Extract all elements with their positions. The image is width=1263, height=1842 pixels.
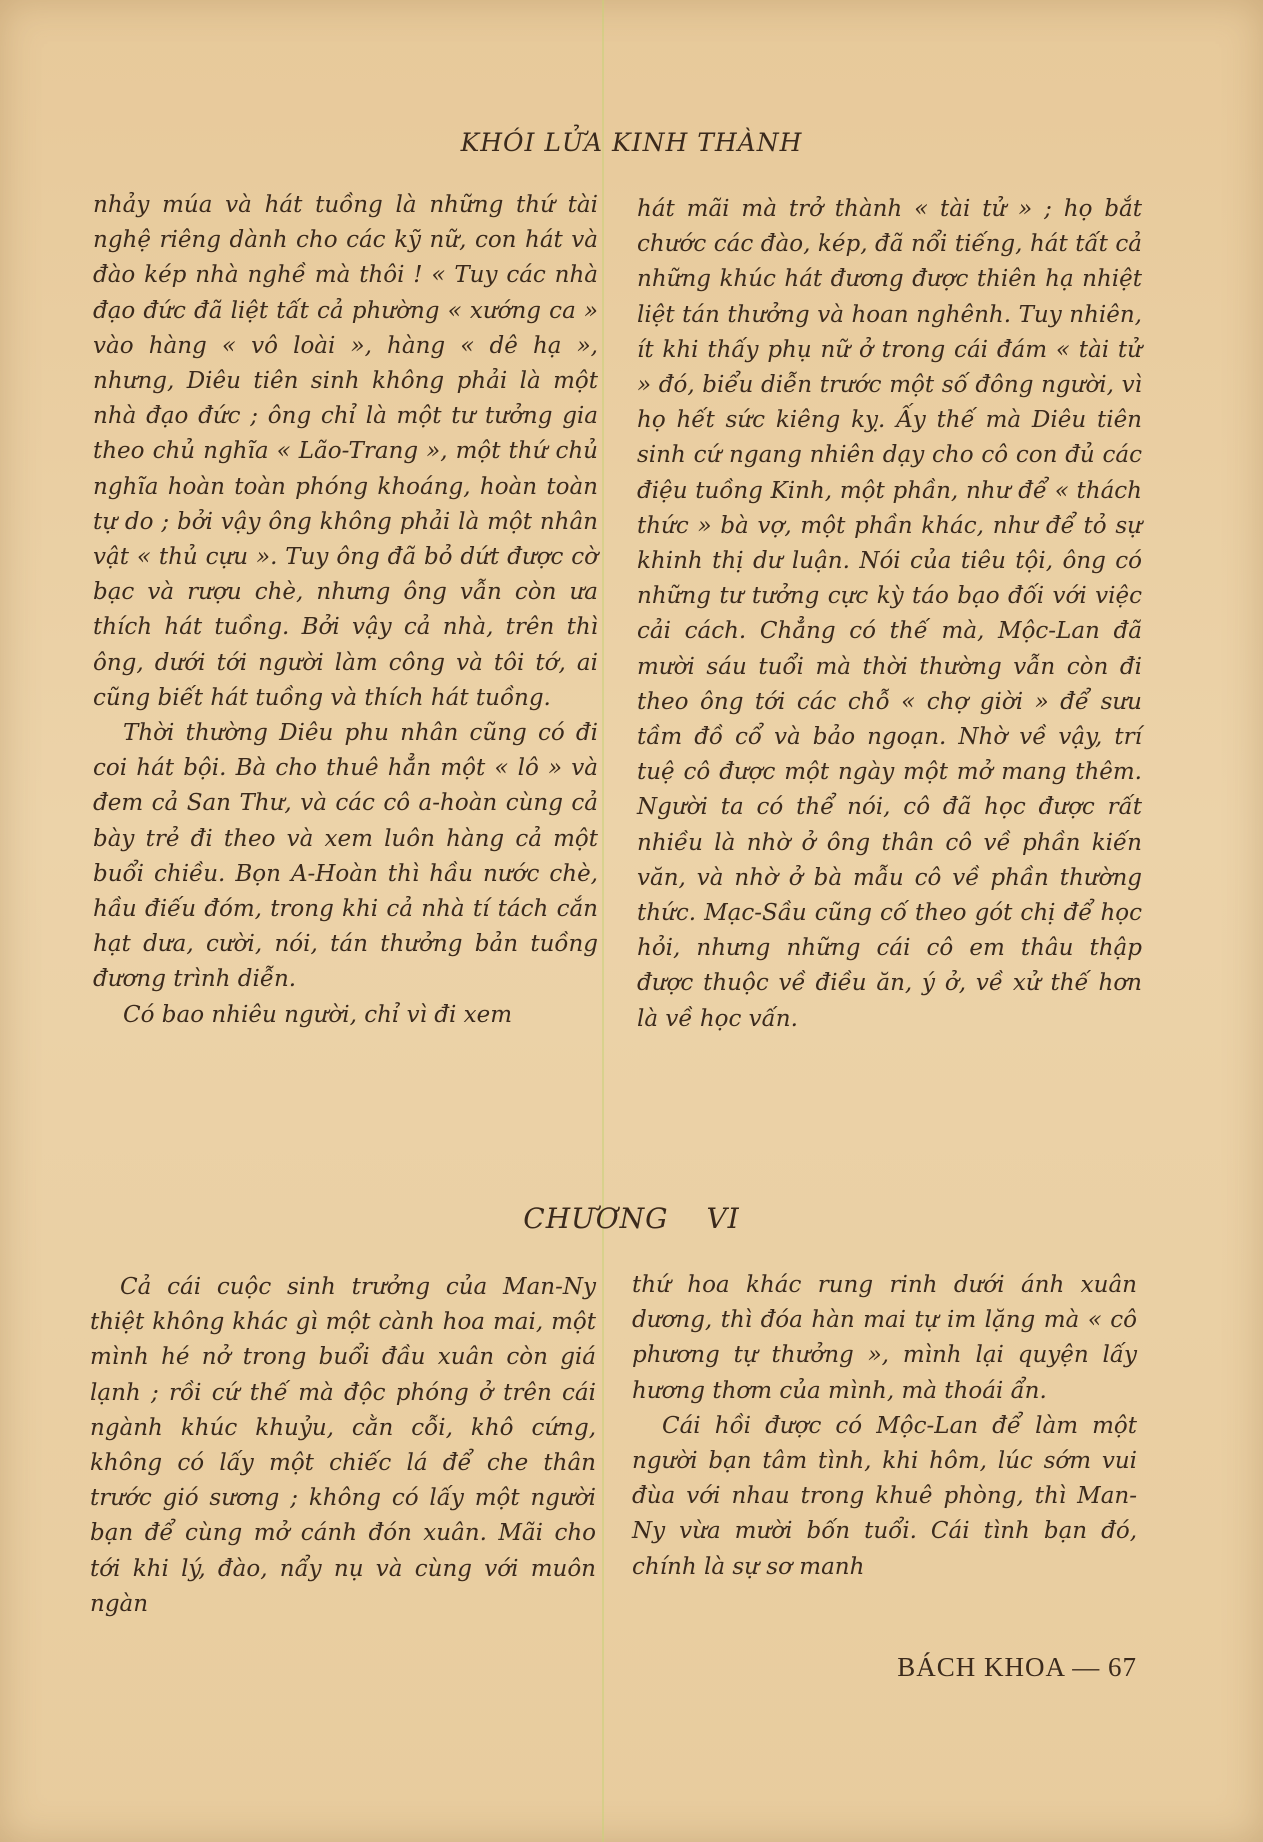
paragraph: Có bao nhiêu người, chỉ vì đi xem <box>123 1001 513 1028</box>
paragraph: hát mãi mà trở thành « tài tử » ; họ bắt chước các đào, kép, đã nổi tiếng, hát tất cả những khúc hát đương được thiên hạ nhiệt liệt tán thưởng và hoan nghênh. Tuy nhiên, ít khi thấy phụ nữ ở trong cái đám « tài tử » đó, biểu diễn trước một số đông người, vì họ hết sức kiêng kỵ. Ấy thế mà Diêu tiên sinh cứ ngang nhiên dạy cho cô con đủ các điệu tuồng Kinh, một phần, như để « thách thức » bà vợ, một phần khác, như để tỏ sự khinh thị dư luận. Nói của tiêu tội, ông có những tư tưởng cực kỳ táo bạo đối với việc cải cách. Chẳng có thế mà, Mộc-Lan đã mười sáu tuổi mà thời thường vẫn còn đi theo ông tới các chỗ « chợ giời » để sưu tầm đồ cổ và bảo ngoạn. Nhờ về vậy, trí tuệ cô được một ngày một mở mang thêm. Người ta có thể nói, cô đã học được rất nhiều là nhờ ở ông thân cô về phần kiến văn, và nhờ ở bà mẫu cô về phần thường thức. Mạc-Sầu cũng cố theo gót chị để học hỏi, nhưng những cái cô em thâu thập được thuộc về điều ăn, ý ở, về xử thế hơn là về học vấn. <box>637 196 1142 1032</box>
right-column-bottom <box>632 1268 1137 1585</box>
paragraph: Cả cái cuộc sinh trưởng của Man-Ny thiệt không khác gì một cành hoa mai, một mình hé nở trong buổi đầu xuân còn giá lạnh ; rồi cứ thế mà độc phóng ở trên cái ngành khúc khuỷu, cằn cỗi, khô cứng, không có lấy một chiếc lá để che thân trước gió sương ; không có lấy một người bạn để cùng mở cánh đón xuân. Mãi cho tới khi lý, đào, nẩy nụ và cùng với muôn ngàn <box>90 1274 596 1617</box>
chapter-heading <box>0 1202 1263 1235</box>
chapter-word: CHƯƠNG <box>523 1202 669 1235</box>
paragraph: Thời thường Diêu phu nhân cũng có đi coi hát bội. Bà cho thuê hẳn một « lô » và đem cả San Thư, và các cô a-hoàn cùng cả bày trẻ đi theo và xem luôn hàng cả một buổi chiều. Bọn A-Hoàn thì hầu nước chè, hầu điếu đóm, trong khi cả nhà tí tách cắn hạt dưa, cười, nói, tán thưởng bản tuồng đương trình diễn. <box>93 720 598 993</box>
page-footer: BÁCH KHOA — 67 <box>897 1652 1137 1682</box>
chapter-number: VI <box>706 1202 740 1235</box>
left-column-bottom <box>90 1270 596 1622</box>
running-head: KHÓI LỬA KINH THÀNH <box>460 128 803 157</box>
paragraph: nhảy múa và hát tuồng là những thứ tài nghệ riêng dành cho các kỹ nữ, con hát và đào kép nhà nghề mà thôi ! « Tuy các nhà đạo đức đã liệt tất cả phường « xướng ca » vào hàng « vô loài », hàng « dê hạ », nhưng, Diêu tiên sinh không phải là một nhà đạo đức ; ông chỉ là một tư tưởng gia theo chủ nghĩa « Lão-Trang », một thứ chủ nghĩa hoàn toàn phóng khoáng, hoàn toàn tự do ; bởi vậy ông không phải là một nhân vật « thủ cựu ». Tuy ông đã bỏ dứt được cờ bạc và rượu chè, nhưng ông vẫn còn ưa thích hát tuồng. Bởi vậy cả nhà, trên thì ông, dưới tới người làm công và tôi tớ, ai cũng biết hát tuồng và thích hát tuồng. <box>93 192 598 711</box>
paragraph: thứ hoa khác rung rinh dưới ánh xuân dương, thì đóa hàn mai tự im lặng mà « cô phương tự thưởng », mình lại quyện lấy hương thơm của mình, mà thoái ẩn. <box>632 1272 1137 1404</box>
right-column-top <box>637 192 1142 1037</box>
paragraph: Cái hồi được có Mộc-Lan để làm một người bạn tâm tình, khi hôm, lúc sớm vui đùa với nhau trong khuê phòng, thì Man-Ny vừa mười bốn tuổi. Cái tình bạn đó, chính là sự sơ manh <box>632 1412 1137 1580</box>
fold-crease <box>602 0 604 1842</box>
left-column-top <box>93 188 598 1033</box>
